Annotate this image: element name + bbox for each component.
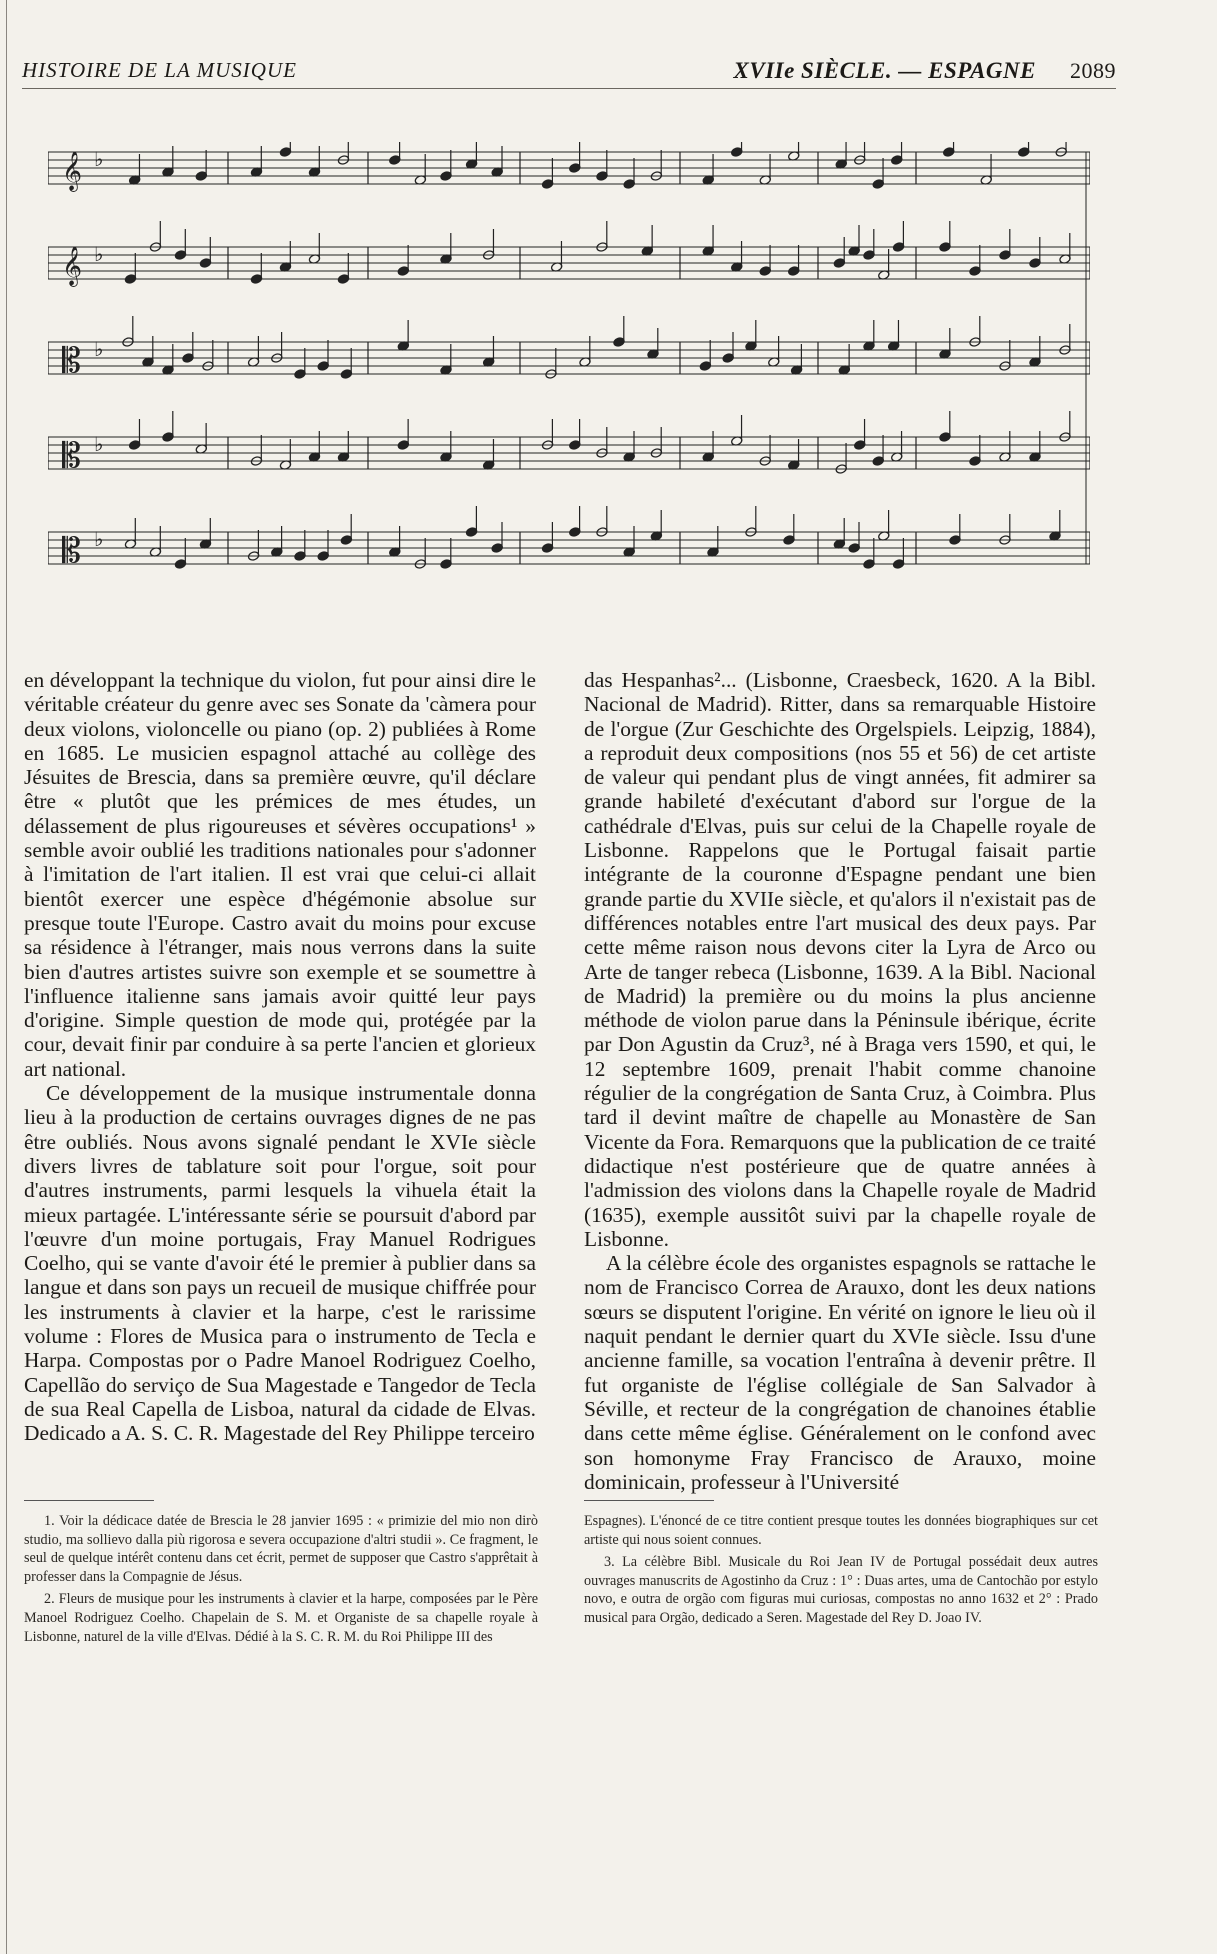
- right-paragraph-1: das Hespanhas²... (Lisbonne, Craesbeck, 1620. A la Bibl. Nacional de Madrid). Ritter, dans sa remarquable Histoire de l'orgue (Zur Geschichte des Orgelspiels. Leipzig, 1884), a reproduit deux compositions (nos 55 et 56) de cet artiste de valeur qui pendant plus de vingt années, fit admirer sa grande habileté d'exécutant d'abord sur l'orgue de la cathédrale d'Elvas, puis sur celui de la Chapelle royale de Lisbonne. Rappelons que le Portugal faisait partie intégrante de la couronne d'Espagne pendant une bien grande partie du XVIIe siècle, et qu'alors il n'existait pas de différences notables entre l'art musical des deux pays. Par cette même raison nous devons citer la Lyra de Arco ou Arte de tanger rebeca (Lisbonne, 1639. A la Bibl. Nacional de Madrid) la première ou du moins la plus ancienne méthode de violon parue dans la Péninsule ibérique, écrite par Don Agustin da Cruz³, né à Braga vers 1590, et qui, le 12 septembre 1609, prenait l'habit comme chanoine régulier de la congrégation de Santa Cruz, à Coimbra. Plus tard il devint maître de chapelle au Monastère de San Vicente da Fora. Remarquons que la publication de ce traité didactique n'est postérieure que de quatre années à l'admission des violons dans la Chapelle royale de Madrid (1635), exemple aussitôt suivi par la chapelle royale de Lisbonne.: [584, 668, 1096, 1251]
- flat-sign-icon: ♭: [94, 337, 104, 361]
- footnote-3: 3. La célèbre Bibl. Musicale du Roi Jean IV de Portugal possédait deux autres ouvrages manuscrits de Agostinho da Cruz : 1° : Duas artes, uma de Cantochão por estylo novo, e outra de orgão com figuras mui curiosas, compostas no anno 1632 et 2° : Prado musical para Orgão, dedicado a Seren. Magestade del Rey D. Joao IV.: [584, 1554, 1098, 1626]
- page-number: 2089: [1070, 58, 1116, 83]
- treble-clef-icon: 𝄞: [62, 246, 83, 286]
- running-header: [22, 58, 1116, 89]
- page-edge-rule: [6, 0, 7, 1954]
- right-paragraph-2: A la célèbre école des organistes espagnols se rattache le nom de Francisco Correa de Arauxo, dont les deux nations sœurs se disputent l'origine. En vérité on ignore le lieu où il naquit pendant le dernier quart du XVIe siècle. Issu d'une ancienne famille, sa vocation l'entraîna à devenir prêtre. Il fut organiste de l'église collégiale de San Salvador à Séville, et recteur de la congrégation de chanoines établie dans cette même église. Généralement on le confond avec son homonyme Fray Francisco de Arauxo, moine dominicain, professeur à l'Université: [584, 1251, 1096, 1494]
- c-clef-icon: 𝄡: [62, 436, 81, 476]
- left-paragraph-2: Ce développement de la musique instrumentale donna lieu à la production de certains ouvrages dignes de ne pas être oubliés. Nous avons signalé pendant le XVIe siècle divers livres de tablature soit pour l'orgue, soit pour d'autres instruments, parmi lesquels la vihuela était la mieux partagée. L'intéressante série se poursuit d'abord par l'œuvre d'un moine portugais, Fray Manuel Rodrigues Coelho, qui se vante d'avoir été le premier à publier dans sa langue et dans son pays un recueil de musique chiffrée pour les instruments à clavier et la harpe, c'est le rarissime volume : Flores de Musica para o instrumento de Tecla e Harpa. Compostas por o Padre Manoel Rodriguez Coelho, Capellão do serviço de Sua Magestade e Tangedor de Tecla de sua Real Capella de Lisboa, natural da cidade de Elvas. Dedicado a A. S. C. R. Magestade del Rey Philippe terceiro: [24, 1081, 536, 1446]
- header-title: HISTOIRE DE LA MUSIQUE: [22, 58, 297, 82]
- flat-sign-icon: ♭: [94, 527, 104, 551]
- footnote-2: 2. Fleurs de musique pour les instruments à clavier et la harpe, composées par le Père Manoel Rodriguez Coelho. Chapelain de S. M. et Organiste de sa chapelle royale à Lisbonne, naturel de la ville d'Elvas. Dédié à la S. C. R. M. du Roi Philippe III des: [24, 1591, 538, 1645]
- footnote-separator-right: [584, 1500, 714, 1501]
- flat-sign-icon: ♭: [94, 242, 104, 266]
- score-staves: [48, 142, 1090, 571]
- header-section-label: XVIIe SIÈCLE. — ESPAGNE: [733, 58, 1036, 83]
- left-paragraph-1: en développant la technique du violon, fut pour ainsi dire le véritable créateur du genre avec ses Sonate da 'càmera pour deux violons, violoncelle ou piano (op. 2) publiées à Rome en 1685. Le musicien espagnol attaché au collège des Jésuites de Brescia, dans sa première œuvre, qu'il déclare être « plutôt que les prémices de mes études, un délassement de plus rigoureuses et sévères occupations¹ » semble avoir oublié les traditions nationales pour s'adonner à l'imitation de l'art italien. Il est vrai que celui-ci allait bientôt exercer une espèce d'hégémonie absolue sur presque toute l'Europe. Castro avait du moins pour excuse sa résidence à l'étranger, mais nous verrons dans la suite bien d'autres artistes suivre son exemple et se soumettre à l'influence italienne sans jamais avoir quitté leur pays d'origine. Simple question de mode qui, protégée par la cour, devait finir par conduire à sa perte l'ancien et glorieux art national.: [24, 668, 536, 1081]
- footnote-1: 1. Voir la dédicace datée de Brescia le 28 janvier 1695 : « primizie del mio non dirò studio, ma sollievo dalla più rigorosa e severa occupazione d'altri studii ». Ce fragment, le seul de quelque intérêt contenu dans cet écrit, permet de supposer que Castro s'apprêtait à professer dans la Compagnie de Jésus.: [24, 1513, 538, 1585]
- footnotes-right: [584, 1512, 1098, 1632]
- flat-sign-icon: ♭: [94, 147, 104, 171]
- music-score: [48, 142, 1090, 622]
- treble-clef-icon: 𝄞: [62, 151, 83, 191]
- footnote-separator-left: [24, 1500, 154, 1501]
- left-column: [24, 668, 536, 1446]
- header-section: [734, 58, 1116, 84]
- c-clef-icon: 𝄡: [62, 341, 81, 381]
- right-column: [584, 668, 1096, 1494]
- c-clef-icon: 𝄡: [62, 531, 81, 571]
- flat-sign-icon: ♭: [94, 432, 104, 456]
- footnotes-left: [24, 1512, 538, 1650]
- footnote-2-continued: Espagnes). L'énoncé de ce titre contient presque toutes les données biographiques sur cet artiste qui nous soient connues.: [584, 1513, 1098, 1548]
